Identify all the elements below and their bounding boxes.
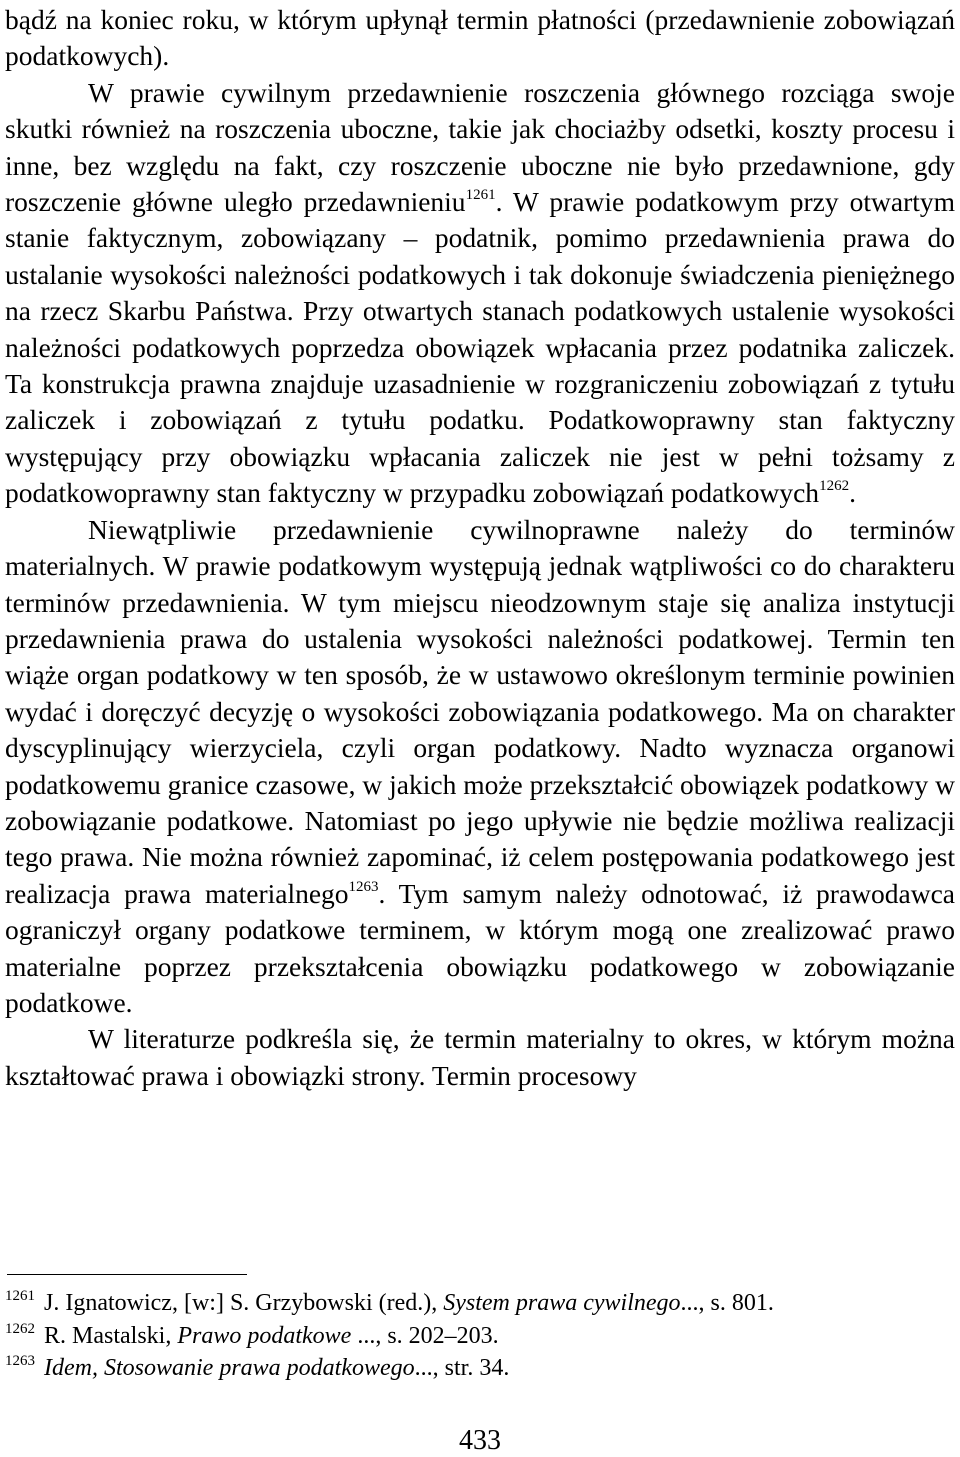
footnote-title: Prawo podatkowe: [177, 1322, 352, 1349]
paragraph-1: [5, 2, 955, 75]
footnote-text: J. Ignatowicz, [w:] S. Grzybowski (red.),: [44, 1290, 444, 1316]
footnote-title: System prawa cywilnego: [443, 1290, 681, 1316]
footnote-1262: 1262 R. Mastalski, Prawo podatkowe ..., s. 202–203.: [5, 1320, 499, 1349]
document-page: [5, 0, 955, 1457]
footnote-ref-1261[interactable]: 1261: [465, 187, 496, 204]
paragraph-4-text: W literaturze podkreśla się, że termin materialny to okres, w którym można kształtować prawa i obowiązki strony. Termin procesowy: [5, 1023, 955, 1091]
paragraph-2-text-a: W prawie cywilnym przedawnienie roszczenia głównego rozciąga swoje skutki również na roszczenia uboczne, takie jak chociażby odsetki, koszty procesu i inne, bez względu na fakt, czy roszczenie uboczne nie było przedawnione, gdy roszczenie główne uległo przedawnieniu: [5, 76, 955, 218]
paragraph-2: [5, 75, 955, 512]
page-number: 433: [459, 1425, 501, 1456]
footnote-tail: ..., s. 202–203.: [351, 1322, 499, 1349]
paragraph-3: [5, 512, 955, 1022]
footnote-ref-1263[interactable]: 1263: [348, 878, 379, 895]
footnote-title: Idem, Stosowanie prawa podatkowego: [44, 1355, 415, 1381]
paragraph-3-text-b: . Tym samym należy odnotować, iż prawodawca ograniczył organy podatkowe terminem, w którym mogą one zrealizować prawo materialne poprzez przekształcenia obowiązku podatkowego w zobowiązanie podatkowe.: [5, 877, 955, 1018]
paragraph-3-text-a: Niewątpliwie przedawnienie cywilnoprawne należy do terminów materialnych. W prawie podatkowym występują jednak wątpliwości co do charakteru terminów przedawnienia. W tym miejscu nieodzownym staje się analiza instytucji przedawnienia prawa do ustalenia wysokości należności podatkowej. Termin ten wiąże organ podatkowy w ten sposób, że w ustawowo określonym terminie powinien wydać i doręczyć decyzję o wysokości zobowiązania podatkowego. Ma on charakter dyscyplinujący wierzyciela, czyli organ podatkowy. Nadto wyznacza organowi podatkowemu granice czasowe, w jakich może przekształcić obowiązek podatkowy w zobowiązanie podatkowe. Natomiast po jego upływie nie będzie możliwa realizacji tego prawa. Nie można również zapominać, iż celem postępowania podatkowego jest realizacja prawa materialnego: [5, 513, 955, 909]
footnote-text: R. Mastalski,: [44, 1322, 178, 1349]
footnote-1261: 1261 J. Ignatowicz, [w:] S. Grzybowski (red.), System prawa cywilnego..., s. 801.: [5, 1288, 774, 1316]
paragraph-2-text-c: .: [849, 477, 856, 509]
footnotes: [5, 1287, 955, 1385]
footnote-1263: 1263 Idem, Stosowanie prawa podatkowego..., str. 34.: [5, 1353, 510, 1381]
footnote-tail: ..., s. 801.: [680, 1290, 774, 1316]
body-text: [5, 2, 955, 1094]
footnote-tail: ..., str. 34.: [414, 1355, 510, 1381]
paragraph-4: [5, 1021, 955, 1094]
footnote-ref-1262[interactable]: 1262: [819, 478, 850, 495]
footnote-separator: [7, 1274, 247, 1275]
paragraph-2-text-b: . W prawie podatkowym przy otwartym stanie faktycznym, zobowiązany – podatnik, pomimo przedawnienia prawa do ustalanie wysokości należności podatkowych i tak dokonuje świadczenia pieniężnego na rzecz Skarbu Państwa. Przy otwartych stanach podatkowych ustalenie wysokości należności podatkowych poprzedza obowiązek wpłacania przez podatnika zaliczek. Ta konstrukcja prawna znajduje uzasadnienie w rozgraniczeniu zobowiązań z tytułu zaliczek i zobowiązań z tytułu podatku. Podatkowoprawny stan faktyczny występujący przy obowiązku wpłacania zaliczek nie jest w pełni tożsamy z podatkowoprawny stan faktyczny w przypadku zobowiązań podatkowych: [5, 186, 956, 509]
paragraph-1-text: bądź na koniec roku, w którym upłynął termin płatności (przedawnienie zobowiązań podatkowych).: [5, 4, 955, 72]
